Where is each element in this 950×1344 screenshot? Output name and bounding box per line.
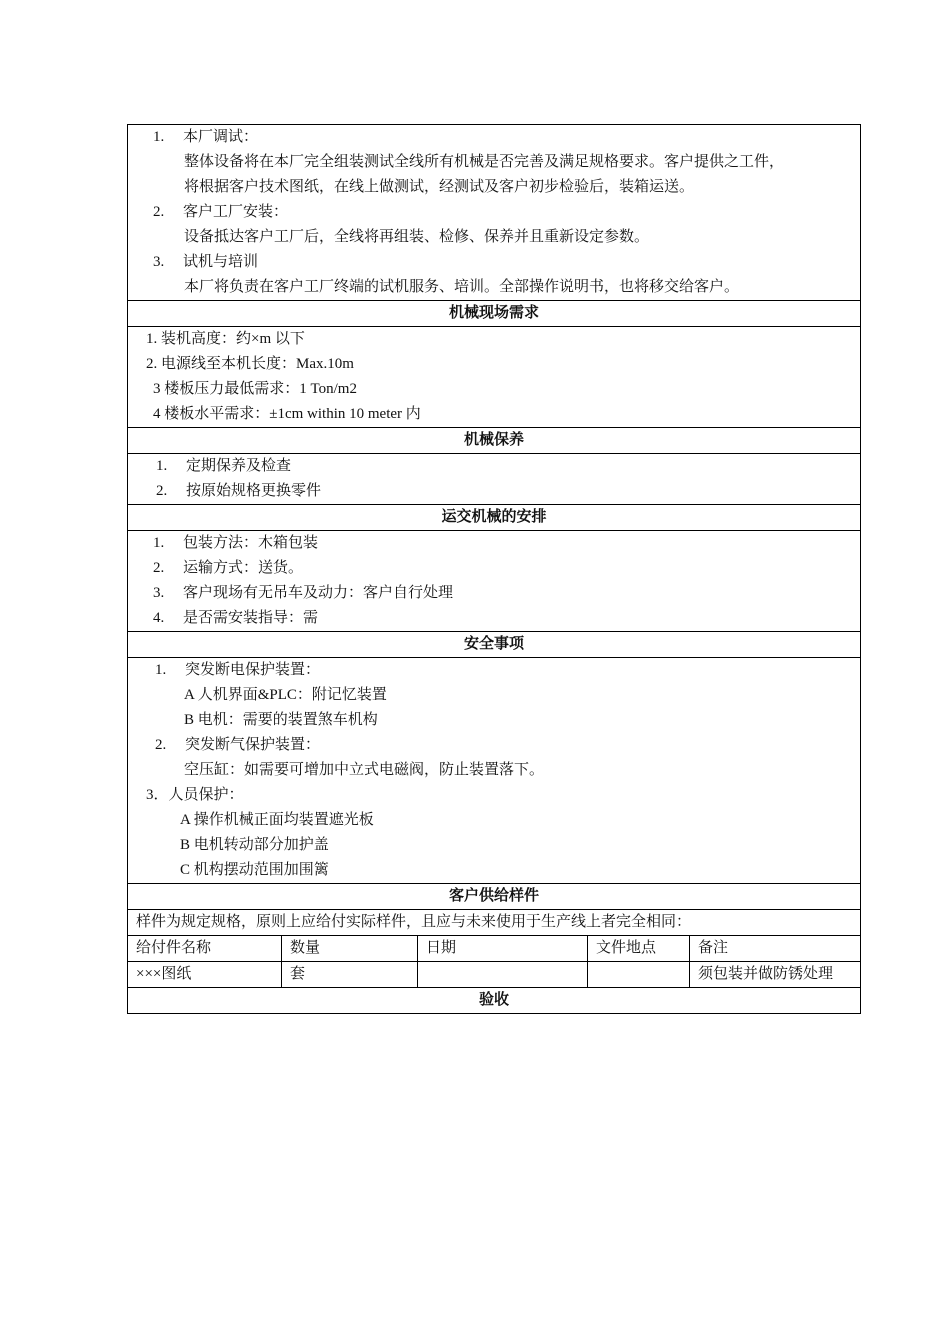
section-heading-site: 机械现场需求 [128,300,860,326]
column-header: 日期 [417,936,587,961]
list-item: 1. 本厂调试： [153,129,259,145]
section-heading-acceptance: 验收 [128,987,860,1013]
column-header: 数量 [281,936,417,961]
list-item: 1. 包装方法：木箱包装 [153,535,319,551]
list-item: 2. 按原始规格更换零件 [156,483,322,499]
site-section [128,326,860,427]
list-item: 4 楼板水平需求：±1cm within 10 meter 内 [153,406,421,422]
section-heading-shipping: 运交机械的安排 [128,504,860,530]
table-cell: ×××图纸 [136,966,192,982]
section-heading-safety: 安全事项 [128,631,860,657]
list-item-text: A 操作机械正面均装置遮光板 [180,812,374,828]
table-cell [587,962,689,987]
column-header: 文件地点 [587,936,689,961]
list-item: 2. 突发断气保护装置： [155,737,321,753]
list-item-text: B 电机转动部分加护盖 [180,837,329,853]
list-item: 1. 装机高度：约×m 以下 [146,331,305,347]
list-item: 4. 是否需安装指导：需 [153,610,319,626]
shipping-section [128,530,860,631]
list-item: 3 楼板压力最低需求：1 Ton/m2 [153,381,357,397]
table-cell: 套 [281,962,417,987]
list-item: 3. 试机与培训 [153,254,259,270]
table-header-row [128,935,860,961]
list-item-text: 将根据客户技术图纸，在线上做测试，经测试及客户初步检验后，装箱运送。 [184,179,695,195]
list-item-text: A 人机界面&PLC：附记忆装置 [184,687,387,703]
list-item: 3．人员保护： [146,787,244,803]
list-item: 1. 突发断电保护装置： [155,662,321,678]
samples-note: 样件为规定规格，原则上应给付实际样件，且应与未来使用于生产线上者完全相同： [128,909,860,935]
list-item-text: 设备抵达客户工厂后，全线将再组装、检修、保养并且重新设定参数。 [184,229,650,245]
intro-section [128,125,860,300]
list-item-text: C 机构摆动范围加围篱 [180,862,329,878]
table-cell [417,962,587,987]
table-cell: 须包装并做防锈处理 [689,962,860,987]
safety-section [128,657,860,883]
column-header: 给付件名称 [136,940,212,956]
list-item-text: B 电机：需要的装置煞车机构 [184,712,378,728]
table-row [128,961,860,987]
list-item: 1. 定期保养及检查 [156,458,292,474]
column-header: 备注 [689,936,860,961]
section-heading-samples: 客户供给样件 [128,883,860,909]
list-item-text: 空压缸：如需要可增加中立式电磁阀，防止装置落下。 [184,762,545,778]
section-heading-maintenance: 机械保养 [128,427,860,453]
list-item: 2. 运输方式：送货。 [153,560,304,576]
document-table [127,124,861,1014]
list-item: 2. 电源线至本机长度：Max.10m [146,356,354,372]
maintenance-section [128,453,860,504]
list-item-text: 本厂将负责在客户工厂终端的试机服务、培训。全部操作说明书，也将移交给客户。 [184,279,740,295]
list-item: 3. 客户现场有无吊车及动力：客户自行处理 [153,585,454,601]
list-item: 2. 客户工厂安装： [153,204,289,220]
list-item-text: 整体设备将在本厂完全组装测试全线所有机械是否完善及满足规格要求。客户提供之工件， [184,154,785,170]
